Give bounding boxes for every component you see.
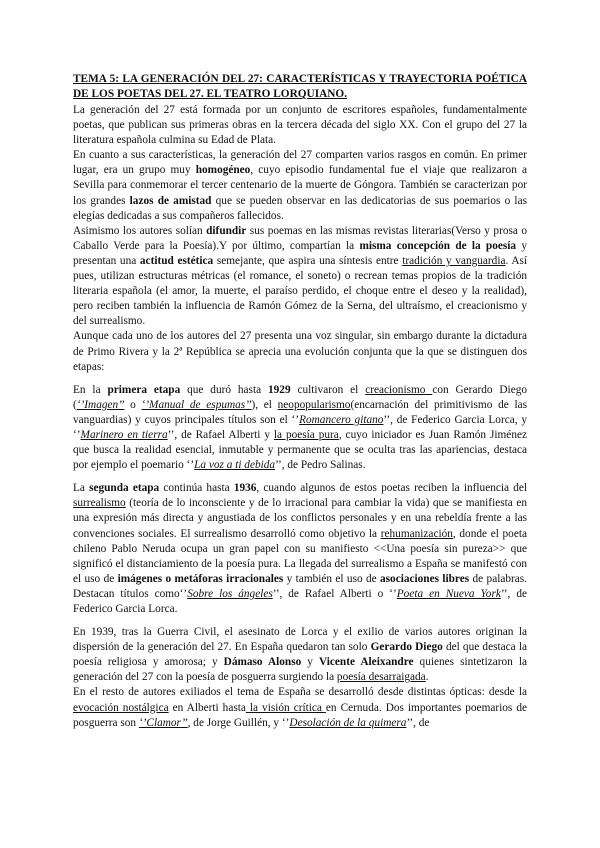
work-title: ‘’Clamor’’ [138, 716, 188, 729]
underlined-term: tradición y vanguardia [402, 254, 506, 267]
bold-term: Vicente Aleixandre [319, 656, 414, 669]
underlined-term: poesía desarraigada [336, 671, 426, 684]
text: con Gerardo Diego ( [73, 383, 527, 411]
text: sus poemas en las mismas revistas literarias(Verso y prosa o Caballo Verde para la Poesía).Y por último, compartían la [73, 224, 528, 252]
text: del que destaca la poesía religiosa y amorosa; y [73, 641, 527, 669]
bold-term: Gerardo Diego [370, 641, 443, 654]
bold-term: lazos de amistad [129, 194, 212, 207]
text: (encarnación del primitivismo de las vanguardias) y cuyos principales títulos son el ‘’ [73, 398, 527, 426]
bold-term: actitud estética [139, 254, 214, 267]
work-title: La voz a ti debida [194, 459, 276, 472]
text: , cuando algunos de estos poetas reciben la influencia del [256, 482, 527, 495]
text: ’’, de Rafael Alberti o ‘’ [272, 587, 397, 600]
document-title: TEMA 5: LA GENERACIÓN DEL 27: CARACTERÍSTICAS Y TRAYECTORIA POÉTICA DE LOS POETAS DEL 27. EL TEATRO LORQUIANO. [73, 73, 527, 100]
text: o [124, 398, 142, 411]
text: En cuanto a sus características, la generación del 27 comparten varios rasgos en común. En primer lugar, era un grupo muy [73, 149, 527, 177]
work-title: ‘’Imagen’’ [76, 398, 125, 411]
underlined-term: surrealismo [73, 497, 126, 510]
bold-term: 1936 [233, 482, 257, 495]
text: Asimismo los autores solían [73, 224, 207, 237]
bold-term: Dámaso Alonso [223, 656, 302, 669]
paragraph-diffusion [73, 224, 527, 330]
text: que se pueden observar en las dedicatorias de sus poemarios o las elegías dedicadas a sus compañeros fallecidos. [73, 194, 527, 222]
bold-term: 1929 [268, 383, 291, 396]
text: , de Jorge Guillén, y ‘’ [187, 716, 290, 729]
paragraph-second-stage [73, 481, 527, 617]
work-title: Sobre los ángeles [187, 587, 273, 600]
text: (teoría de lo inconsciente y de lo irracional para cambiar la vida) que se manifiesta en una expresión más directa y angustiada de los conflictos personales y en una rebeldía frente a las convenciones sociales. El surrealismo desarrolló como objetivo la [73, 497, 527, 540]
work-title: Romancero gitano [299, 413, 384, 426]
underlined-term: la visión crítica [245, 701, 326, 714]
bold-term: homogéneo [195, 164, 251, 177]
text: y [301, 656, 319, 669]
text: ’’, de Federico Garcia Lorca, y ‘’ [73, 413, 528, 441]
text: quienes sintetizaron la generación del 27 con la poesía de posguerra surgiendo la [73, 656, 527, 684]
text: , cuyo episodio fundamental fue el viaje que realizaron a Sevilla para conmemorar el tercer centenario de la muerte de Góngora. También se caracterizan por los grandes [73, 164, 527, 207]
text: cultivaron el [290, 383, 366, 396]
text: La [73, 482, 90, 495]
text: , donde el poeta chileno Pablo Neruda ocupa un gran papel con su manifiesto <<Una poesía sin pureza>> que significó el distanciamiento de la poesía pura. La llegada del surrealismo a España se manifestó con el uso de [73, 527, 527, 585]
paragraph-characteristics [73, 148, 527, 223]
text: ’’, de Pedro Salinas. [275, 459, 366, 472]
work-title: Poeta en Nueva York [396, 587, 501, 600]
work-title: Desolación de la quimera [289, 716, 407, 729]
text: continúa hasta [159, 482, 234, 495]
work-title: Marinero en tierra [80, 428, 168, 441]
text: que duró hasta [180, 383, 268, 396]
underlined-term: rehumanización [380, 527, 453, 540]
text: La generación del 27 está formada por un conjunto de escritores españoles, fundamentalmente poetas, que publican sus primeras obras en la tercera década del siglo XX. Con el grupo del 27 la literatura española culmina su Edad de Plata. [73, 104, 527, 147]
text: En 1939, tras la Guerra Civil, el asesinato de Lorca y el exilio de varios autores originan la dispersión de la generación del 27. En España quedaron tan solo [73, 626, 527, 654]
work-title: ‘’Manual de espumas’’ [141, 398, 252, 411]
text: ’’, de Federico Garcia Lorca. [73, 587, 527, 615]
text: ’’, de Rafael Alberti y [167, 428, 274, 441]
text: En el resto de autores exiliados el tema de España se desarrolló desde distintas ópticas: desde la [73, 686, 527, 699]
bold-term: misma concepción de la poesía [359, 239, 517, 252]
bold-term: imágenes o metáforas irracionales [117, 572, 284, 585]
bold-term: primera etapa [107, 383, 181, 396]
underlined-term: evocación nostálgica [73, 701, 169, 714]
paragraph-evolution [73, 329, 527, 374]
underlined-term: creacionismo [365, 383, 433, 396]
bold-term: asociaciones libres [380, 572, 470, 585]
underlined-term: la poesía pura [273, 428, 339, 441]
text: en Cernuda. Dos importantes poemarios de posguerra son [73, 701, 527, 729]
paragraph-exile [73, 685, 527, 730]
text: . [425, 671, 429, 684]
text: y presentan una [73, 239, 527, 267]
paragraph-first-stage [73, 383, 527, 474]
paragraph-intro [73, 103, 527, 148]
text: de palabras. Destacan títulos como‘’ [73, 572, 528, 600]
bold-term: difundir [206, 224, 247, 237]
text: y también el uso de [283, 572, 381, 585]
text: semejante, que aspira una síntesis entre [213, 254, 403, 267]
text: , cuyo iniciador es Juan Ramón Jiménez que busca la realidad esencial, inmutable y permanente que se oculta tras las apariencias, destaca por ejemplo el poemario ‘’ [73, 428, 527, 472]
text: Aunque cada uno de los autores del 27 presenta una voz singular, sin embargo durante la dictadura de Primo Rivera y la 2ª República se aprecia una evolución conjunta que la que se distinguen dos etapas: [73, 330, 527, 373]
text: ’’, de [406, 716, 430, 729]
text: En la [73, 383, 108, 396]
text: ), el [251, 398, 278, 411]
bold-term: segunda etapa [89, 482, 160, 495]
underlined-term: neopopularismo [277, 398, 351, 411]
paragraph-postwar [73, 625, 527, 685]
text: . Así pues, utilizan estructuras métricas (el romance, el soneto) o recrean temas propios de la tradición literaria española (el amor, la muerte, el paraíso perdido, el choque entre el deseo y la realidad), pero reciben también la influencia de Ramón Gómez de la Serna, del ultraísmo, el creacionismo y del surrealismo. [73, 254, 528, 328]
text: en Alberti hasta [168, 701, 246, 714]
